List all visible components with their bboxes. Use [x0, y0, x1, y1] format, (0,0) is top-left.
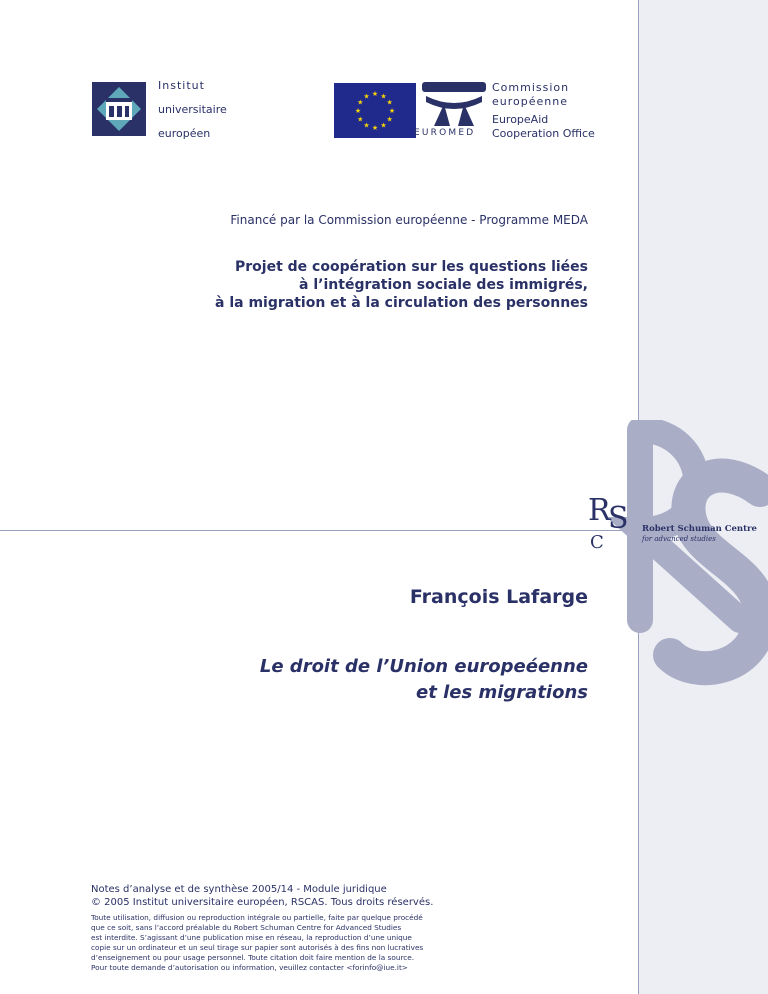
rsc-subtitle: for advanced studies — [642, 535, 716, 543]
svg-text:C: C — [590, 532, 604, 552]
svg-text:R: R — [588, 493, 611, 528]
legal-line: d’enseignement ou pour usage personnel. Toute citation doit faire mention de la source. — [91, 953, 415, 962]
eu-star-icon: ★ — [386, 98, 393, 107]
legal-line: Toute utilisation, diffusion ou reproduction intégrale ou partielle, faite par quelque procédé — [91, 913, 423, 922]
project-title — [215, 258, 588, 312]
legal-notice — [91, 913, 423, 973]
rs-watermark-graphic — [600, 420, 768, 700]
euromed-label: EUROMED — [414, 128, 476, 138]
svg-text:S: S — [608, 501, 629, 536]
eu-star-icon: ★ — [380, 121, 387, 130]
iue-line-3: européen — [158, 127, 211, 140]
rsc-name: Robert Schuman Centre — [642, 524, 757, 534]
eu-star-icon: ★ — [386, 115, 393, 124]
legal-line: copie sur un ordinateur et un seul tirage sur papier sont autorisés à des fins non lucratives — [91, 943, 424, 952]
author-name: François Lafarge — [409, 586, 588, 608]
project-title-line: Projet de coopération sur les questions liées — [235, 259, 588, 275]
iue-logo-icon — [92, 82, 146, 136]
eu-star-icon: ★ — [371, 90, 379, 98]
eu-star-icon: ★ — [354, 107, 362, 115]
iue-line-2: universitaire — [158, 103, 227, 116]
commission-line-2: européenne — [492, 95, 568, 108]
iue-line-1: Institut — [158, 79, 205, 92]
eu-star-icon: ★ — [363, 92, 370, 101]
eu-star-icon: ★ — [357, 115, 364, 124]
eu-flag-icon — [334, 83, 416, 138]
financed-by-text: Financé par la Commission européenne - Programme MEDA — [230, 213, 588, 227]
legal-line: Pour toute demande d’autorisation ou information, veuillez contacter <forinfo@iue.it> — [91, 963, 408, 972]
commission-line-4: Cooperation Office — [492, 127, 595, 140]
eu-star-icon: ★ — [380, 92, 387, 101]
legal-line: est interdite. S’agissant d’une publication mise en réseau, la reproduction d’une unique — [91, 933, 412, 942]
legal-line: que ce soit, sans l’accord préalable du Robert Schuman Centre for Advanced Studies — [91, 923, 402, 932]
horizontal-rule — [0, 530, 639, 531]
series-notes — [91, 883, 433, 909]
eu-star-icon: ★ — [388, 107, 396, 115]
notes-line: Notes d’analyse et de synthèse 2005/14 - Module juridique — [91, 884, 387, 895]
eu-star-icon: ★ — [363, 121, 370, 130]
document-title-line: et les migrations — [416, 682, 588, 703]
eu-star-icon: ★ — [357, 98, 364, 107]
euromed-logo-icon — [420, 80, 488, 128]
project-title-line: à l’intégration sociale des immigrés, — [299, 277, 588, 293]
rsc-logo-icon — [588, 490, 636, 552]
document-title-line: Le droit de l’Union europeéenne — [259, 656, 588, 677]
project-title-line: à la migration et à la circulation des personnes — [215, 295, 588, 311]
commission-line-1: Commission — [492, 81, 570, 94]
document-title — [260, 654, 588, 706]
notes-line: © 2005 Institut universitaire européen, RSCAS. Tous droits réservés. — [91, 897, 434, 908]
commission-line-3: EuropeAid — [492, 113, 549, 126]
eu-star-icon: ★ — [371, 124, 379, 132]
